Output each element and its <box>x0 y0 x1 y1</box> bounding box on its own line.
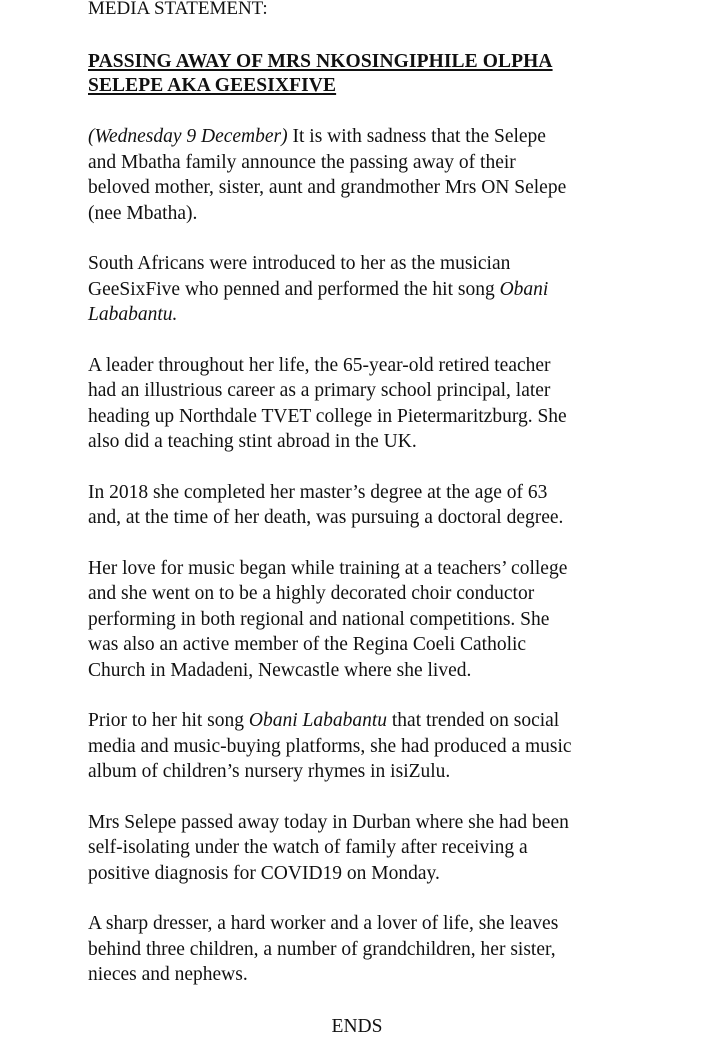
paragraph-career <box>88 353 660 455</box>
paragraph-text: It is with sadness that the Selepe <box>287 126 546 147</box>
paragraph-text: positive diagnosis for COVID19 on Monday. <box>88 862 440 884</box>
paragraph-text: performing in both regional and national competitions. She <box>88 608 550 630</box>
song-title: Obani <box>499 278 549 300</box>
statement-label: MEDIA STATEMENT: <box>88 0 268 19</box>
paragraph-text: (nee Mbatha). <box>88 202 198 224</box>
statement-date: (Wednesday 9 December) <box>88 126 288 147</box>
headline-line: SELEPE AKA GEESIXFIVE <box>88 75 337 96</box>
paragraph-text: also did a teaching stint abroad in the UK. <box>88 431 417 452</box>
paragraph-text: heading up Northdale TVET college in Pietermaritzburg. She <box>88 405 567 427</box>
paragraph-text: was also an active member of the Regina Coeli Catholic <box>88 634 527 655</box>
paragraph-text: A sharp dresser, a hard worker and a lover of life, she leaves <box>88 913 559 934</box>
paragraph-text: A leader throughout her life, the 65-year-old retired teacher <box>88 354 551 376</box>
headline <box>88 50 660 98</box>
paragraph-family <box>88 911 660 988</box>
paragraph-text: self-isolating under the watch of family after receiving a <box>88 837 528 858</box>
paragraph-text: that trended on social <box>387 710 560 731</box>
paragraph-text: media and music-buying platforms, she had produced a music <box>88 735 572 757</box>
paragraph-announcement <box>88 124 660 226</box>
paragraph-text: Her love for music began while training at a teachers’ college <box>88 557 568 579</box>
paragraph-text: and Mbatha family announce the passing away of their <box>88 151 516 173</box>
paragraph-text: In 2018 she completed her master’s degree at the age of 63 <box>88 481 548 503</box>
paragraph-text: behind three children, a number of grandchildren, her sister, <box>88 938 556 960</box>
paragraph-passing <box>88 810 660 887</box>
paragraph-album <box>88 708 660 785</box>
paragraph-education <box>88 480 660 531</box>
ends-marker: ENDS <box>331 1015 383 1037</box>
paragraph-text: and, at the time of her death, was pursuing a doctoral degree. <box>88 507 564 528</box>
paragraph-text: and she went on to be a highly decorated choir conductor <box>88 583 535 604</box>
song-title: Lababantu. <box>88 304 178 325</box>
paragraph-text: beloved mother, sister, aunt and grandmother Mrs ON Selepe <box>88 177 567 198</box>
paragraph-text: GeeSixFive who penned and performed the hit song <box>88 278 500 300</box>
paragraph-text: Prior to her hit song <box>88 710 249 731</box>
paragraph-text: album of children’s nursery rhymes in isiZulu. <box>88 761 451 782</box>
paragraph-musician <box>88 251 660 328</box>
paragraph-text: Church in Madadeni, Newcastle where she lived. <box>88 659 472 681</box>
paragraph-text: had an illustrious career as a primary school principal, later <box>88 380 551 401</box>
song-title: Obani Lababantu <box>248 710 388 731</box>
paragraph-text: Mrs Selepe passed away today in Durban where she had been <box>88 811 569 833</box>
headline-line: PASSING AWAY OF MRS NKOSINGIPHILE OLPHA <box>88 51 553 72</box>
paragraph-text: South Africans were introduced to her as the musician <box>88 253 511 274</box>
paragraph-music <box>88 556 660 684</box>
paragraph-text: nieces and nephews. <box>88 964 248 985</box>
